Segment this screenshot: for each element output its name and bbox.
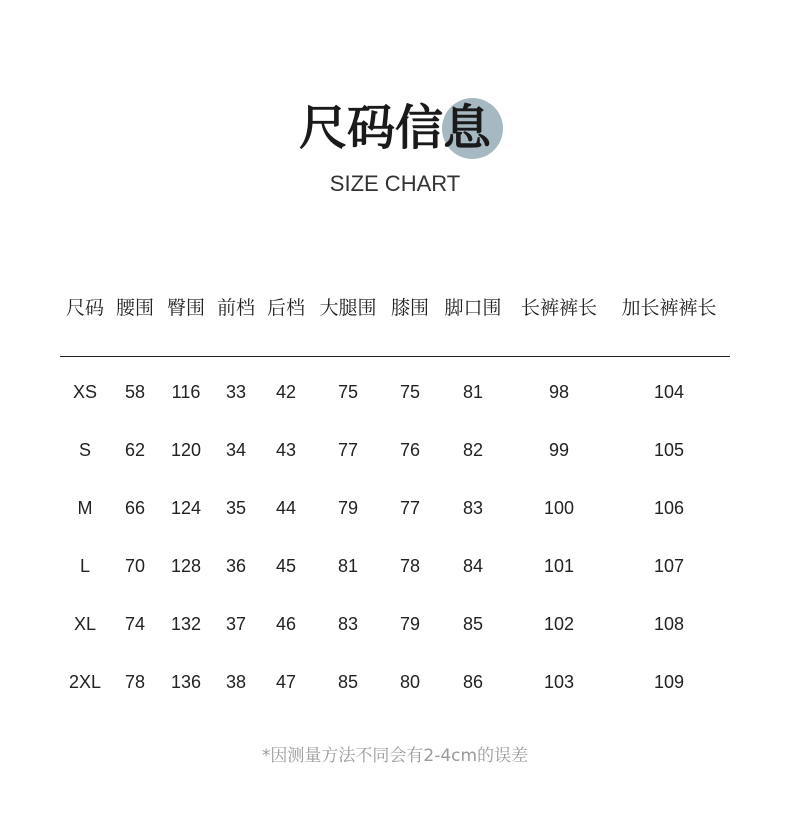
header-long-pants-length: 加长裤裤长 <box>621 297 717 319</box>
measurement-cell: 66 <box>124 498 146 518</box>
measurement-cell: 36 <box>225 556 247 576</box>
header-waist: 腰围 <box>115 297 155 319</box>
table-row <box>60 374 730 432</box>
size-label-cell: XL <box>73 614 97 634</box>
page-title: 尺码信息 <box>298 100 491 156</box>
size-label-cell: M <box>77 498 93 518</box>
measurement-cell: 83 <box>462 498 484 518</box>
measurement-cell: 77 <box>399 498 421 518</box>
measurement-cell: 38 <box>225 672 247 692</box>
measurement-cell: 86 <box>462 672 484 692</box>
measurement-cell: 81 <box>337 556 359 576</box>
measurement-cell: 43 <box>275 440 297 460</box>
measurement-cell: 78 <box>399 556 421 576</box>
measurement-cell: 46 <box>275 614 297 634</box>
measurement-cell: 83 <box>337 614 359 634</box>
measurement-cell: 42 <box>275 382 297 402</box>
measurement-cell: 70 <box>124 556 146 576</box>
measurement-cell: 33 <box>225 382 247 402</box>
header-thigh: 大腿围 <box>319 297 377 319</box>
table-row <box>60 490 730 548</box>
measurement-cell: 81 <box>462 382 484 402</box>
header-back-rise: 后档 <box>266 297 306 319</box>
measurement-cell: 44 <box>275 498 297 518</box>
measurement-note: *因测量方法不同会有2-4cm的误差 <box>261 746 529 766</box>
measurement-cell: 35 <box>225 498 247 518</box>
table-row <box>60 432 730 490</box>
measurement-cell: 76 <box>399 440 421 460</box>
measurement-cell: 75 <box>337 382 359 402</box>
measurement-cell: 34 <box>225 440 247 460</box>
measurement-cell: 132 <box>170 614 202 634</box>
measurement-cell: 105 <box>653 440 685 460</box>
measurement-cell: 85 <box>337 672 359 692</box>
header-leg-opening: 脚口围 <box>444 297 502 319</box>
size-label-cell: XS <box>72 382 98 402</box>
size-label-cell: L <box>79 556 91 576</box>
measurement-cell: 82 <box>462 440 484 460</box>
measurement-cell: 80 <box>399 672 421 692</box>
measurement-cell: 62 <box>124 440 146 460</box>
measurement-cell: 124 <box>170 498 202 518</box>
header-front-rise: 前档 <box>216 297 256 319</box>
header-divider <box>60 356 730 357</box>
measurement-cell: 120 <box>170 440 202 460</box>
size-label-cell: 2XL <box>68 672 102 692</box>
measurement-cell: 75 <box>399 382 421 402</box>
measurement-cell: 102 <box>543 614 575 634</box>
measurement-cell: 37 <box>225 614 247 634</box>
page-subtitle: SIZE CHART <box>329 171 461 196</box>
measurement-cell: 136 <box>170 672 202 692</box>
measurement-cell: 79 <box>399 614 421 634</box>
measurement-cell: 74 <box>124 614 146 634</box>
size-label-cell: S <box>78 440 92 460</box>
measurement-cell: 104 <box>653 382 685 402</box>
size-table <box>60 288 730 692</box>
measurement-cell: 128 <box>170 556 202 576</box>
measurement-cell: 99 <box>548 440 570 460</box>
measurement-cell: 103 <box>543 672 575 692</box>
header-hip: 臀围 <box>166 297 206 319</box>
measurement-cell: 78 <box>124 672 146 692</box>
table-row <box>60 664 730 722</box>
title-block <box>0 92 790 212</box>
measurement-cell: 58 <box>124 382 146 402</box>
measurement-cell: 109 <box>653 672 685 692</box>
measurement-cell: 45 <box>275 556 297 576</box>
table-header-row <box>60 288 730 328</box>
table-row <box>60 606 730 664</box>
header-pants-length: 长裤裤长 <box>520 297 598 319</box>
measurement-cell: 47 <box>275 672 297 692</box>
measurement-cell: 77 <box>337 440 359 460</box>
measurement-cell: 84 <box>462 556 484 576</box>
measurement-cell: 85 <box>462 614 484 634</box>
measurement-cell: 100 <box>543 498 575 518</box>
header-knee: 膝围 <box>390 297 430 319</box>
measurement-cell: 79 <box>337 498 359 518</box>
table-row <box>60 548 730 606</box>
measurement-cell: 116 <box>171 382 201 402</box>
measurement-cell: 98 <box>548 382 570 402</box>
header-size: 尺码 <box>65 297 105 319</box>
measurement-cell: 101 <box>543 556 575 576</box>
measurement-cell: 107 <box>653 556 685 576</box>
measurement-cell: 108 <box>653 614 685 634</box>
table-body <box>60 374 730 722</box>
measurement-cell: 106 <box>653 498 685 518</box>
